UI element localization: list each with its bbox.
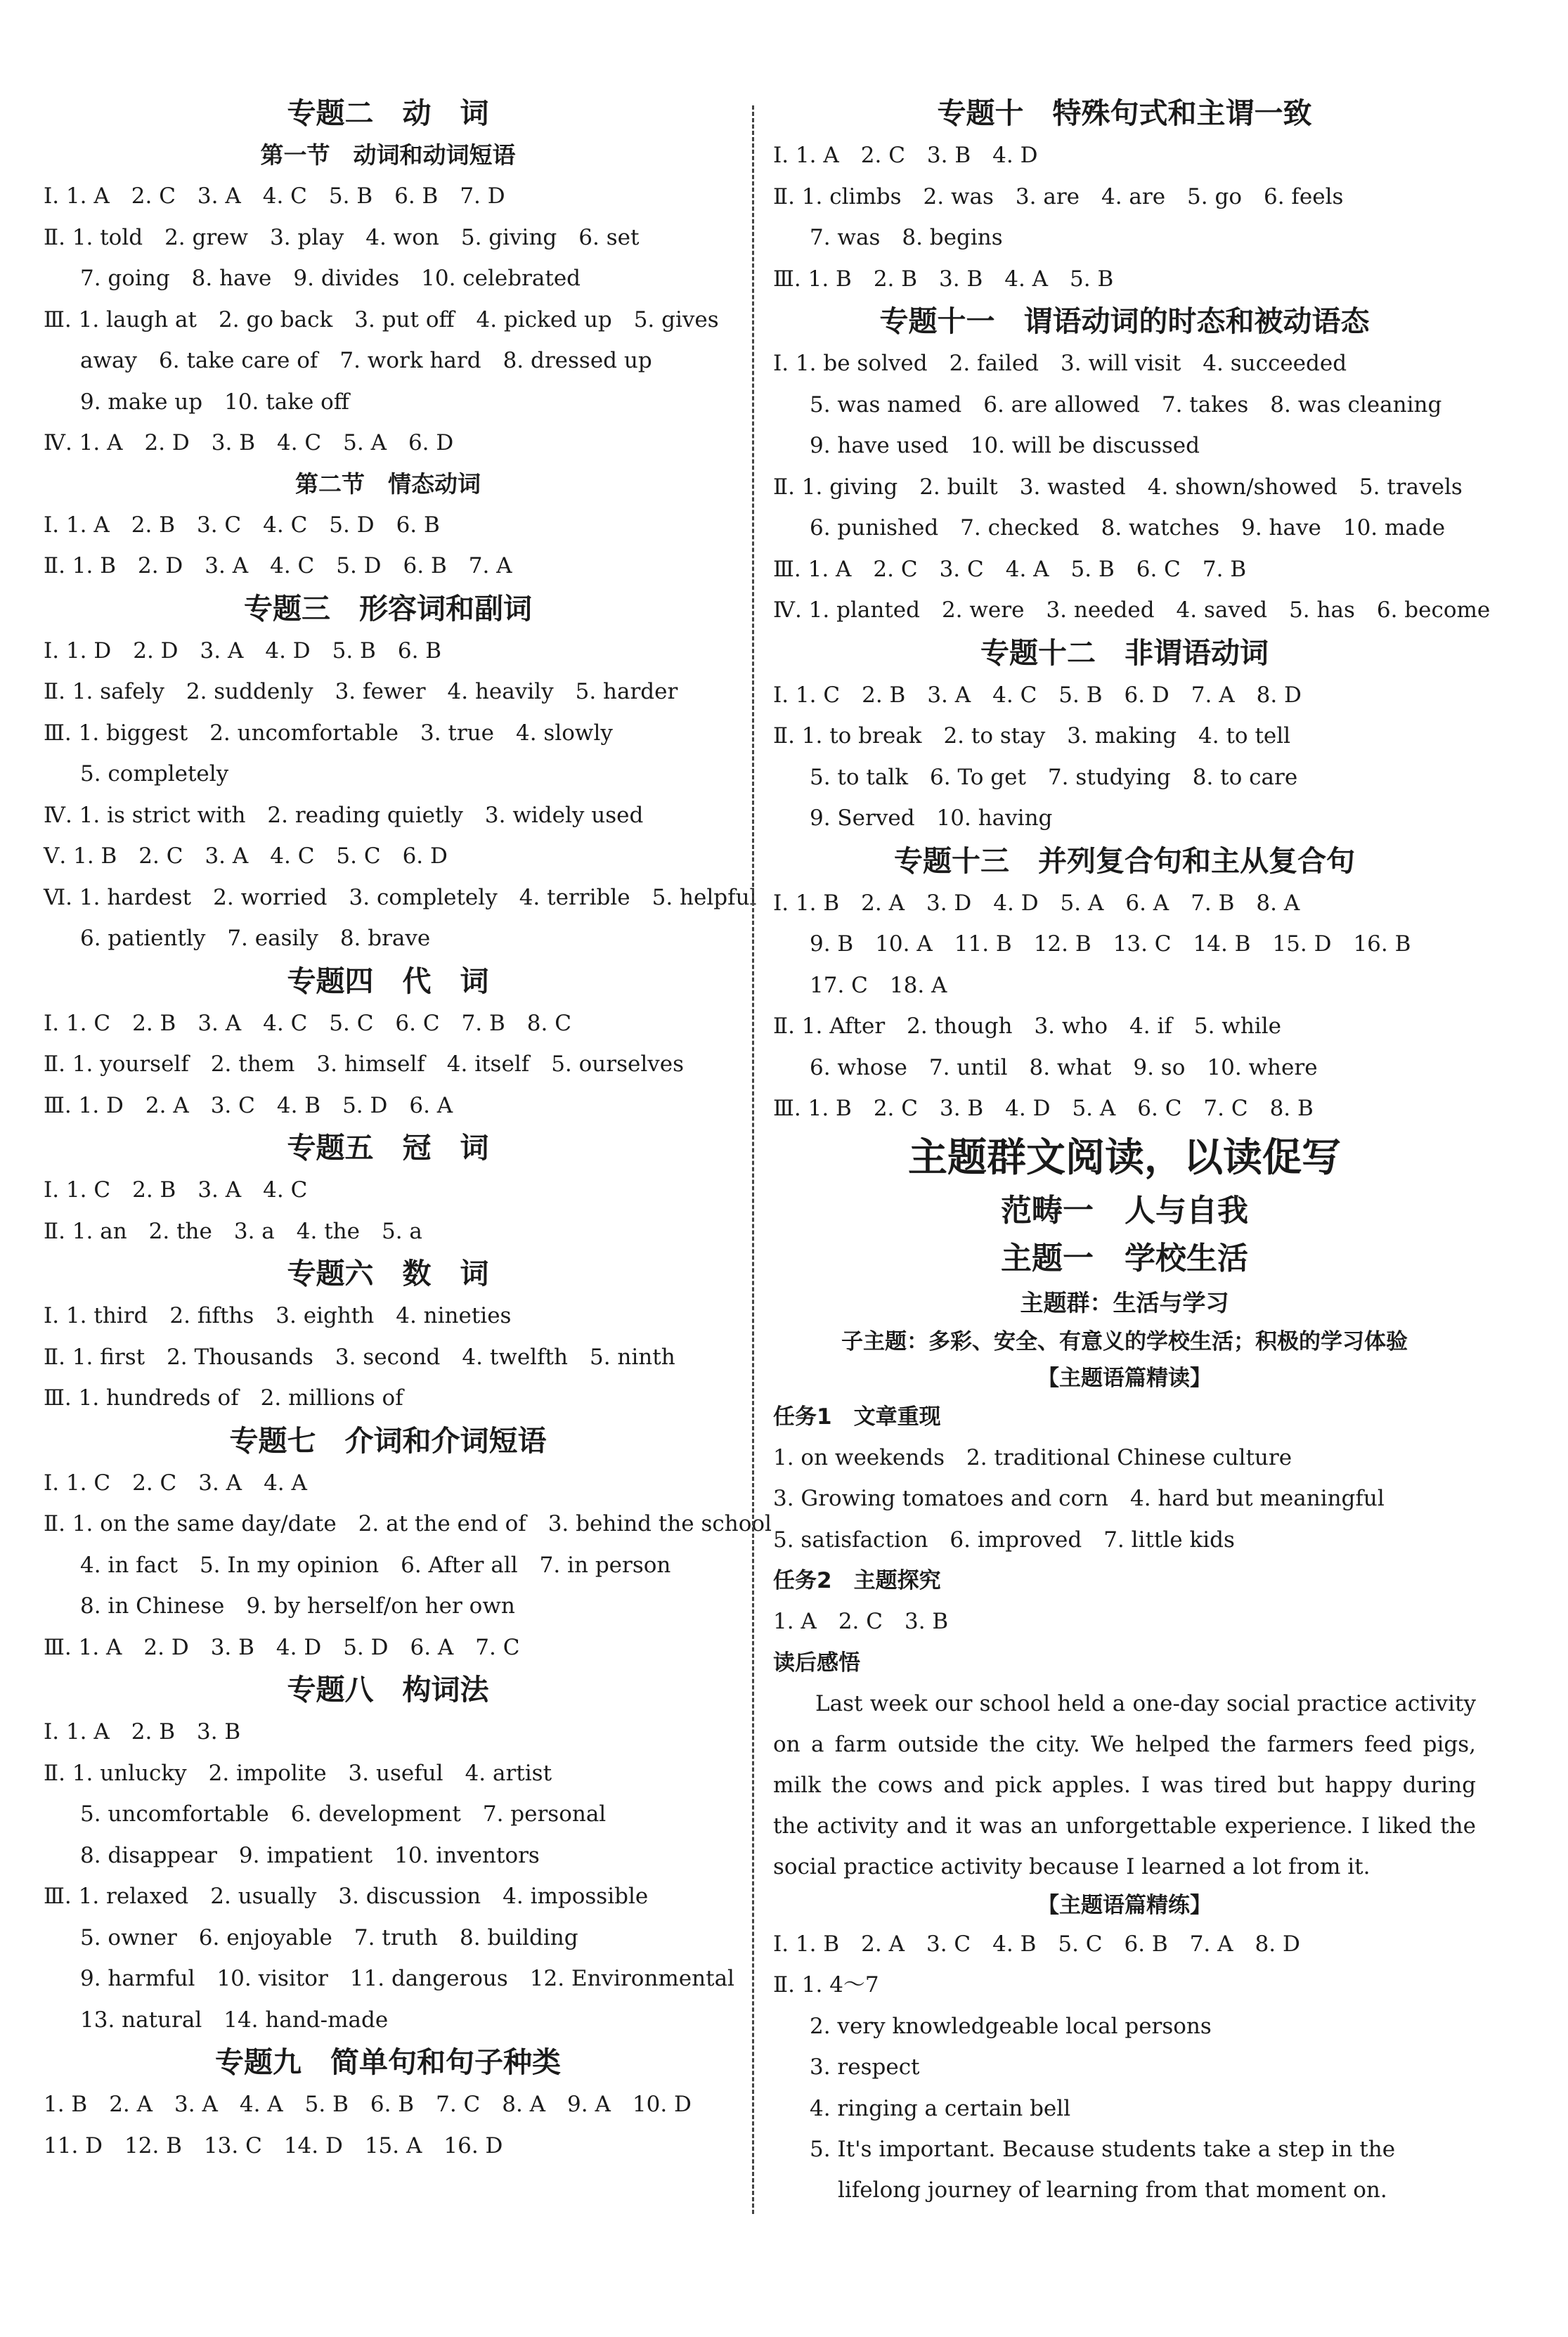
- answer-line: Ⅰ. 1. C 2. B 3. A 4. C 5. B 6. D 7. A 8. D: [773, 682, 1302, 708]
- answer-line: Ⅳ. 1. A 2. D 3. B 4. C 5. A 6. D: [44, 430, 454, 455]
- answer-line: Ⅱ. 1. told 2. grew 3. play 4. won 5. giving 6. set: [44, 224, 640, 250]
- section-heading: 专题三 形容词和副词: [244, 591, 532, 626]
- answer-line: 9. have used 10. will be discussed: [810, 433, 1200, 458]
- answer-line: 9. B 10. A 11. B 12. B 13. C 14. B 15. D 16. B: [810, 931, 1411, 957]
- answer-line: 5. uncomfortable 6. development 7. personal: [80, 1801, 607, 1827]
- answer-line: Ⅲ. 1. laugh at 2. go back 3. put off 4. picked up 5. gives: [44, 306, 719, 332]
- section-heading: 专题九 简单句和句子种类: [215, 2045, 561, 2079]
- answer-line: Ⅲ. 1. biggest 2. uncomfortable 3. true 4. slowly: [44, 720, 613, 746]
- answer-line: 7. was 8. begins: [810, 225, 1003, 250]
- answer-line: Ⅱ. 1. to break 2. to stay 3. making 4. to tell: [773, 723, 1291, 749]
- answer-line: 3. Growing tomatoes and corn 4. hard but meaningful: [773, 1486, 1385, 1511]
- answer-line: Ⅰ. 1. C 2. B 3. A 4. C: [44, 1177, 308, 1203]
- answer-line: 13. natural 14. hand-made: [80, 2007, 389, 2033]
- answer-line: Ⅱ. 1. giving 2. built 3. wasted 4. shown/showed 5. travels: [773, 474, 1463, 500]
- answer-line: Ⅳ. 1. planted 2. were 3. needed 4. saved 5. has 6. become: [773, 597, 1491, 623]
- answer-line: Ⅰ. 1. A 2. B 3. C 4. C 5. D 6. B: [44, 512, 440, 538]
- answer-line: 3. respect: [810, 2054, 920, 2080]
- answer-line: 5. owner 6. enjoyable 7. truth 8. building: [80, 1924, 578, 1950]
- section-heading: 主题群：生活与学习: [1020, 1288, 1229, 1316]
- answer-line: Ⅱ. 1. first 2. Thousands 3. second 4. twelfth 5. ninth: [44, 1344, 675, 1370]
- answer-line: Ⅲ. 1. relaxed 2. usually 3. discussion 4. impossible: [44, 1884, 649, 1909]
- answer-line: Ⅲ. 1. hundreds of 2. millions of: [44, 1385, 403, 1411]
- section-heading: 专题八 构词法: [287, 1673, 489, 1707]
- answer-line: Ⅰ. 1. A 2. C 3. B 4. D: [773, 143, 1038, 168]
- answer-line: 11. D 12. B 13. C 14. D 15. A 16. D: [44, 2132, 503, 2158]
- answer-line: Ⅱ. 1. climbs 2. was 3. are 4. are 5. go 6. feels: [773, 183, 1344, 209]
- section-heading: 专题七 介词和介词短语: [229, 1423, 547, 1458]
- answer-line: 9. harmful 10. visitor 11. dangerous 12. Environmental: [80, 1966, 734, 1991]
- answer-line: 6. patiently 7. easily 8. brave: [80, 926, 431, 951]
- answer-line: Ⅲ. 1. D 2. A 3. C 4. B 5. D 6. A: [44, 1092, 453, 1118]
- answer-line: 4. in fact 5. In my opinion 6. After all 7. in person: [80, 1552, 671, 1578]
- section-heading: 第一节 动词和动词短语: [260, 141, 516, 169]
- answer-line: Ⅰ. 1. B 2. A 3. D 4. D 5. A 6. A 7. B 8. A: [773, 890, 1300, 916]
- answer-line: Ⅱ. 1. 4～7: [773, 1972, 879, 1998]
- section-heading: 专题四 代 词: [287, 964, 489, 998]
- answer-line: Ⅱ. 1. safely 2. suddenly 3. fewer 4. heavily 5. harder: [44, 679, 678, 704]
- answer-line: 1. B 2. A 3. A 4. A 5. B 6. B 7. C 8. A 9. A 10. D: [44, 2092, 692, 2117]
- answer-line: 8. disappear 9. impatient 10. inventors: [80, 1842, 540, 1868]
- answer-line: Ⅳ. 1. is strict with 2. reading quietly 3. widely used: [44, 802, 644, 828]
- answer-line: 1. A 2. C 3. B: [773, 1609, 949, 1634]
- answer-line: Ⅰ. 1. A 2. B 3. B: [44, 1719, 241, 1744]
- answer-line: Ⅱ. 1. B 2. D 3. A 4. C 5. D 6. B 7. A: [44, 553, 512, 578]
- column-divider: [752, 105, 754, 2214]
- answer-line: Ⅱ. 1. on the same day/date 2. at the end of 3. behind the school: [44, 1511, 772, 1536]
- section-heading: 【主题语篇精练】: [1037, 1892, 1212, 1918]
- answer-line: Ⅴ. 1. B 2. C 3. A 4. C 5. C 6. D: [44, 843, 448, 869]
- answer-line: Ⅰ. 1. be solved 2. failed 3. will visit 4. succeeded: [773, 351, 1347, 376]
- section-heading: 主题群文阅读，以读促写: [908, 1134, 1341, 1181]
- answer-line: Ⅲ. 1. B 2. C 3. B 4. D 5. A 6. C 7. C 8. B: [773, 1096, 1314, 1121]
- answer-line: 8. in Chinese 9. by herself/on her own: [80, 1593, 515, 1619]
- answer-line: Ⅰ. 1. third 2. fifths 3. eighth 4. nineties: [44, 1303, 512, 1328]
- answer-line: Ⅰ. 1. C 2. B 3. A 4. C 5. C 6. C 7. B 8. C: [44, 1010, 571, 1036]
- answer-line: Ⅰ. 1. A 2. C 3. A 4. C 5. B 6. B 7. D: [44, 183, 505, 209]
- section-heading: 主题一 学校生活: [1001, 1240, 1248, 1276]
- sample-paragraph: Last week our school held a one-day social practice activity on a farm outside the city. We helped the farmers feed pigs, milk the cows and pick apples. I was tired but happy during the activity and it was an unforgettable experience. I liked the social practice activity because I learned a lot from it.: [773, 1690, 1476, 1879]
- section-heading: 【主题语篇精读】: [1037, 1365, 1212, 1391]
- left-column: [44, 91, 772, 2166]
- answer-line: Ⅱ. 1. unlucky 2. impolite 3. useful 4. artist: [44, 1760, 552, 1786]
- answer-line: Ⅰ. 1. B 2. A 3. C 4. B 5. C 6. B 7. A 8. D: [773, 1931, 1300, 1957]
- answer-line: Ⅲ. 1. A 2. D 3. B 4. D 5. D 6. A 7. C: [44, 1634, 520, 1660]
- task-heading: 任务2 主题探究: [773, 1568, 941, 1593]
- section-heading: 专题五 冠 词: [287, 1131, 489, 1165]
- answer-line: Ⅲ. 1. B 2. B 3. B 4. A 5. B: [773, 266, 1114, 292]
- answer-line: 5. was named 6. are allowed 7. takes 8. was cleaning: [810, 391, 1442, 417]
- answer-line: Ⅰ. 1. C 2. C 3. A 4. A: [44, 1470, 307, 1496]
- section-heading: 专题二 动 词: [287, 96, 489, 130]
- answer-line: 5. satisfaction 6. improved 7. little kids: [773, 1527, 1235, 1553]
- answer-line: Ⅱ. 1. an 2. the 3. a 4. the 5. a: [44, 1218, 422, 1244]
- answer-line: 9. Served 10. having: [810, 805, 1053, 831]
- answer-line: 4. ringing a certain bell: [810, 2095, 1071, 2121]
- section-heading: 范畴一 人与自我: [1001, 1192, 1248, 1229]
- section-heading: 专题十三 并列复合句和主从复合句: [894, 843, 1355, 878]
- answer-line: 2. very knowledgeable local persons: [810, 2013, 1212, 2039]
- right-column: [773, 91, 1491, 2210]
- answer-line: Ⅱ. 1. After 2. though 3. who 4. if 5. while: [773, 1014, 1281, 1039]
- answer-line: 5. to talk 6. To get 7. studying 8. to care: [810, 764, 1298, 790]
- task-heading: 任务1 文章重现: [773, 1404, 941, 1430]
- answer-line: away 6. take care of 7. work hard 8. dressed up: [80, 348, 652, 373]
- section-heading: 子主题：多彩、安全、有意义的学校生活；积极的学习体验: [841, 1328, 1408, 1354]
- section-heading: 专题十 特殊句式和主谓一致: [937, 96, 1312, 130]
- answer-line: 6. punished 7. checked 8. watches 9. have 10. made: [810, 515, 1446, 540]
- answer-line: Ⅵ. 1. hardest 2. worried 3. completely 4. terrible 5. helpful: [44, 884, 757, 910]
- answer-line: 5. It's important. Because students take a step in the lifelong journey of learning from that moment on.: [810, 2137, 1396, 2203]
- answer-line: 5. completely: [80, 761, 229, 786]
- answer-line: Ⅰ. 1. D 2. D 3. A 4. D 5. B 6. B: [44, 637, 442, 663]
- answer-line: 9. make up 10. take off: [80, 389, 349, 415]
- section-heading: 第二节 情态动词: [295, 470, 481, 498]
- section-heading: 专题十二 非谓语动词: [980, 635, 1269, 670]
- answer-line: 7. going 8. have 9. divides 10. celebrated: [80, 266, 581, 291]
- answer-line: 17. C 18. A: [810, 972, 947, 998]
- answer-line: 6. whose 7. until 8. what 9. so 10. where: [810, 1054, 1318, 1080]
- answer-line: Ⅱ. 1. yourself 2. them 3. himself 4. itself 5. ourselves: [44, 1051, 685, 1077]
- section-heading: 专题六 数 词: [287, 1257, 489, 1290]
- section-heading: 专题十一 谓语动词的时态和被动语态: [879, 304, 1370, 338]
- task-heading: 读后感悟: [773, 1650, 860, 1676]
- answer-line: 1. on weekends 2. traditional Chinese culture: [773, 1444, 1292, 1470]
- answer-line: Ⅲ. 1. A 2. C 3. C 4. A 5. B 6. C 7. B: [773, 556, 1247, 582]
